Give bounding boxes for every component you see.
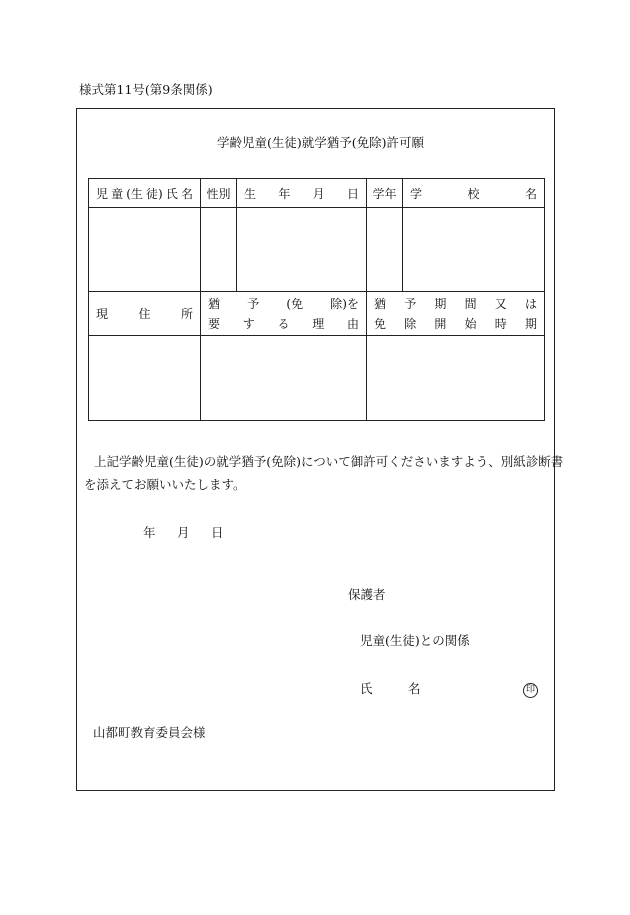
name-label-a: 氏: [360, 681, 373, 696]
header-row-2: [89, 292, 545, 336]
header-school: 学 校 名: [403, 179, 545, 208]
date-year: 年: [143, 525, 156, 540]
form-number: 様式第11号(第9条関係): [79, 82, 213, 97]
application-table: [88, 178, 545, 421]
grade-cell[interactable]: [367, 208, 403, 292]
reason-cell[interactable]: [201, 336, 367, 421]
request-text-line2: を添えてお願いいたします。: [84, 477, 246, 492]
header-reason: 猶 予 (免 除)を 要 す る 理 由: [201, 292, 367, 336]
header-row: [89, 179, 545, 208]
header-grade: 学年: [367, 179, 403, 208]
date-month: 月: [177, 525, 190, 540]
student-entry-row: [89, 208, 545, 292]
header-address: 現 住 所: [89, 292, 201, 336]
form-title: 学齢児童(生徒)就学猶予(免除)許可願: [217, 135, 425, 150]
sex-cell[interactable]: [201, 208, 237, 292]
address-cell[interactable]: [89, 336, 201, 421]
date-day: 日: [211, 525, 224, 540]
name-cell[interactable]: [89, 208, 201, 292]
header-birthdate: 生 年 月 日: [237, 179, 367, 208]
request-text-line1: 上記学齢児童(生徒)の就学猶予(免除)について御許可くださいますよう、別紙診断書: [94, 454, 564, 469]
seal-mark: 印: [523, 683, 538, 698]
school-cell[interactable]: [403, 208, 545, 292]
guardian-label: 保護者: [348, 587, 386, 602]
header-sex: 性別: [201, 179, 237, 208]
detail-entry-row: [89, 336, 545, 421]
relation-label: 児童(生徒)との関係: [360, 633, 470, 648]
name-label-b: 名: [408, 681, 421, 696]
header-period: 猶 予 期 間 又 は 免 除 開 始 時 期: [367, 292, 545, 336]
addressee: 山都町教育委員会様: [93, 725, 206, 740]
birthdate-cell[interactable]: [237, 208, 367, 292]
period-cell[interactable]: [367, 336, 545, 421]
header-name: 児 童 (生 徒) 氏 名: [89, 179, 201, 208]
